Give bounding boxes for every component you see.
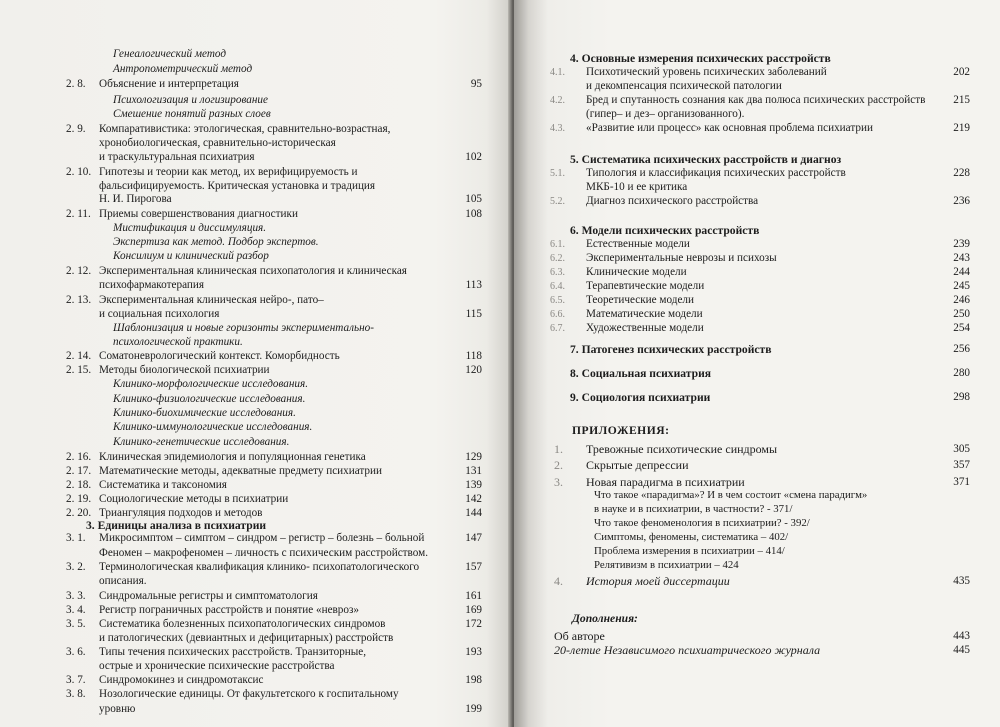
toc-entry-number: 6.3.	[550, 267, 565, 278]
toc-entry-number: 2. 12.	[66, 265, 92, 277]
toc-entry-number: 2. 14.	[66, 350, 92, 362]
toc-entry-title: хронобиологическая, сравнительно-историческая	[99, 137, 336, 149]
toc-page-number: 298	[953, 391, 970, 403]
toc-entry-title: Клиническая эпидемиология и популяционная генетика	[99, 451, 366, 463]
toc-entry-title: Экспериментальная клиническая психопатология и клиническая	[99, 265, 407, 277]
toc-page-number: 219	[953, 122, 970, 134]
toc-entry-title: Н. И. Пирогова	[99, 193, 172, 205]
toc-entry-number: 2. 13.	[66, 294, 92, 306]
toc-page-number: 169	[465, 604, 482, 616]
toc-page-number: 120	[465, 364, 482, 376]
toc-entry-number: 3. 4.	[66, 604, 86, 616]
toc-entry-title: Методы биологической психиатрии	[99, 364, 270, 376]
toc-page-number: 108	[465, 208, 482, 220]
toc-page-number: 198	[465, 674, 482, 686]
toc-entry-title: Математические методы, адекватные предмету психиатрии	[99, 465, 382, 477]
toc-page-number: 172	[465, 618, 482, 630]
toc-entry-title: и социальная психология	[99, 308, 220, 320]
toc-entry-title: Социологические методы в психиатрии	[99, 493, 289, 505]
toc-subtopic: Антропометрический метод	[113, 63, 253, 75]
toc-entry-number: 6.2.	[550, 253, 565, 264]
toc-entry-title: Терминологическая квалификация клинико- психопатологического	[99, 561, 420, 573]
addition-title: 20-летие Независимого психиатрического журнала	[554, 643, 821, 657]
toc-entry-number: 2. 11.	[66, 208, 91, 220]
toc-subtopic: Смешение понятий разных слоев	[113, 108, 271, 120]
toc-entry-title: Приемы совершенствования диагностики	[99, 208, 298, 220]
toc-entry-title: Типология и классификация психических расстройств	[586, 167, 846, 179]
toc-entry-number: 2. 10.	[66, 166, 92, 178]
toc-page-number: 102	[465, 151, 482, 163]
toc-entry-number: 6.1.	[550, 239, 565, 250]
toc-entry-title: Феномен – макрофеномен – личность с психическим расстройством.	[99, 547, 429, 559]
appendix-number: 2.	[554, 458, 563, 472]
toc-entry-number: 3. 3.	[66, 590, 86, 602]
appendix-subtopic: Что такое «парадигма»? И в чем состоит «смена парадигм»	[594, 489, 868, 501]
toc-page-number: 305	[953, 443, 970, 455]
toc-page-number: 113	[465, 279, 482, 291]
toc-page-number: 445	[953, 644, 970, 656]
appendix-title: История моей диссертации	[586, 574, 730, 588]
toc-entry-title: Систематика и таксономия	[99, 479, 227, 491]
right-page	[514, 0, 1000, 727]
section-heading: 9. Социология психиатрии	[570, 391, 711, 404]
toc-entry-number: 2. 19.	[66, 493, 92, 505]
toc-entry-title: МКБ-10 и ее критика	[586, 181, 688, 193]
toc-subtopic: Клинико-генетические исследования.	[113, 436, 290, 448]
section-heading: 3. Единицы анализа в психиатрии	[86, 519, 267, 532]
appendix-heading: ПРИЛОЖЕНИЯ:	[572, 424, 670, 437]
toc-page-number: 371	[953, 476, 970, 488]
toc-entry-number: 3. 5.	[66, 618, 86, 630]
toc-page-number: 142	[465, 493, 482, 505]
appendix-number: 4.	[554, 574, 563, 588]
toc-page-number: 139	[465, 479, 482, 491]
toc-page-number: 357	[953, 459, 970, 471]
toc-page-number: 157	[465, 561, 482, 573]
toc-page-number: 236	[953, 195, 970, 207]
toc-entry-number: 4.3.	[550, 123, 565, 134]
toc-entry-title: Соматоневрологический контекст. Коморбидность	[99, 350, 340, 362]
toc-subtopic: Клинико-физиологические исследования.	[113, 393, 306, 405]
toc-entry-title: «Развитие или процесс» как основная проблема психиатрии	[586, 122, 873, 134]
toc-entry-title: Систематика болезненных психопатологических синдромов	[99, 618, 386, 630]
toc-page-number: 131	[465, 465, 482, 477]
section-heading: 4. Основные измерения психических расстройств	[570, 52, 831, 65]
toc-entry-number: 2. 20.	[66, 507, 92, 519]
appendix-subtopic: Проблема измерения в психиатрии – 414/	[594, 545, 785, 557]
toc-entry-title: Художественные модели	[586, 322, 704, 334]
toc-page-number: 256	[953, 343, 970, 355]
toc-entry-number: 4.1.	[550, 67, 565, 78]
toc-entry-number: 2. 15.	[66, 364, 92, 376]
toc-entry-title: фальсифицируемость. Критическая установка и традиция	[99, 180, 376, 192]
toc-page-number: 254	[953, 322, 970, 334]
toc-page-number: 147	[465, 532, 482, 544]
toc-entry-number: 3. 6.	[66, 646, 86, 658]
toc-entry-title: уровню	[99, 703, 136, 715]
toc-page-number: 250	[953, 308, 970, 320]
toc-subtopic: Психологизация и логизирование	[113, 94, 268, 106]
toc-page-number: 239	[953, 238, 970, 250]
toc-page-number: 245	[953, 280, 970, 292]
toc-entry-title: Синдромокинез и синдромотаксис	[99, 674, 264, 686]
toc-entry-number: 6.5.	[550, 295, 565, 306]
toc-entry-number: 2. 8.	[66, 78, 86, 90]
toc-page-number: 129	[465, 451, 482, 463]
toc-entry-title: и патологических (девиантных и дефицитарных) расстройств	[99, 632, 394, 644]
appendix-number: 3.	[554, 475, 563, 489]
toc-entry-number: 2. 9.	[66, 123, 86, 135]
toc-entry-title: Синдромальные регистры и симптоматология	[99, 590, 318, 602]
toc-entry-title: Клинические модели	[586, 266, 687, 278]
toc-entry-number: 5.2.	[550, 196, 565, 207]
toc-subtopic: Генеалогический метод	[113, 48, 227, 60]
appendix-title: Новая парадигма в психиатрии	[586, 475, 745, 489]
toc-entry-title: Математические модели	[586, 308, 703, 320]
toc-entry-title: Объяснение и интерпретация	[99, 78, 239, 90]
toc-entry-title: Диагноз психического расстройства	[586, 195, 759, 207]
toc-entry-title: Бред и спутанность сознания как два полюса психических расстройств	[586, 94, 926, 106]
toc-entry-title: Естественные модели	[586, 238, 690, 250]
toc-page-number: 244	[953, 266, 970, 278]
toc-subtopic: Клинико-морфологические исследования.	[113, 378, 309, 390]
toc-page-number: 199	[465, 703, 482, 715]
toc-page-number: 215	[953, 94, 970, 106]
toc-page-number: 105	[465, 193, 482, 205]
appendix-subtopic: в науке и в психиатрии, в частности? - 371/	[594, 503, 793, 515]
toc-page-number: 161	[465, 590, 482, 602]
toc-entry-title: Теоретические модели	[586, 294, 695, 306]
toc-entry-title: (гипер– и дез– организованного).	[586, 108, 745, 120]
toc-entry-number: 2. 17.	[66, 465, 92, 477]
toc-entry-number: 3. 7.	[66, 674, 86, 686]
toc-entry-title: Гипотезы и теории как метод, их верифицируемость и	[99, 166, 358, 178]
toc-entry-title: описания.	[99, 575, 147, 587]
toc-page-number: 228	[953, 167, 970, 179]
toc-page-number: 435	[953, 575, 970, 587]
toc-entry-title: Экспериментальные неврозы и психозы	[586, 252, 777, 264]
toc-subtopic: Консилиум и клинический разбор	[113, 250, 269, 262]
section-heading: 7. Патогенез психических расстройств	[570, 343, 772, 356]
toc-subtopic: Клинико-иммунологические исследования.	[113, 421, 313, 433]
toc-page-number: 144	[465, 507, 482, 519]
toc-entry-title: Регистр пограничных расстройств и понятие «невроз»	[99, 604, 360, 616]
toc-entry-number: 3. 1.	[66, 532, 86, 544]
toc-entry-title: и траскультуральная психиатрия	[99, 151, 255, 163]
toc-entry-title: Нозологические единицы. От факультетского к госпитальному	[99, 688, 399, 700]
toc-page-number: 280	[953, 367, 970, 379]
appendix-subtopic: Релятивизм в психиатрии – 424	[594, 559, 739, 571]
toc-subtopic: психологической практики.	[113, 336, 243, 348]
toc-entry-title: Компаративистика: этологическая, сравнительно-возрастная,	[99, 123, 391, 135]
additions-heading: Дополнения:	[572, 612, 638, 625]
toc-entry-number: 2. 16.	[66, 451, 92, 463]
appendix-subtopic: Симптомы, феномены, систематика – 402/	[594, 531, 789, 543]
section-heading: 6. Модели психических расстройств	[570, 224, 760, 237]
toc-entry-number: 4.2.	[550, 95, 565, 106]
toc-page-number: 95	[470, 78, 482, 90]
toc-entry-number: 2. 18.	[66, 479, 92, 491]
toc-entry-title: Психотический уровень психических заболеваний	[586, 66, 827, 78]
toc-entry-number: 6.7.	[550, 323, 565, 334]
toc-entry-number: 5.1.	[550, 168, 565, 179]
toc-page-number: 246	[953, 294, 970, 306]
toc-page-number: 115	[465, 308, 482, 320]
addition-title: Об авторе	[554, 629, 605, 643]
toc-subtopic: Шаблонизация и новые горизонты экспериментально-	[113, 322, 374, 334]
toc-page-number: 443	[953, 630, 970, 642]
section-heading: 5. Систематика психических расстройств и диагноз	[570, 153, 842, 166]
toc-entry-number: 3. 8.	[66, 688, 86, 700]
toc-subtopic: Мистификация и диссимуляция.	[113, 222, 267, 234]
toc-entry-number: 6.4.	[550, 281, 565, 292]
appendix-title: Тревожные психотические синдромы	[586, 442, 778, 456]
toc-entry-title: Типы течения психических расстройств. Транзиторные,	[99, 646, 367, 658]
toc-page-number: 193	[465, 646, 482, 658]
toc-entry-title: острые и хронические психические расстройства	[99, 660, 335, 672]
appendix-number: 1.	[554, 442, 563, 456]
toc-entry-number: 3. 2.	[66, 561, 86, 573]
toc-page-number: 118	[465, 350, 482, 362]
toc-entry-title: Триангуляция подходов и методов	[99, 507, 263, 519]
toc-entry-title: и декомпенсация психической патологии	[586, 80, 782, 92]
toc-entry-number: 6.6.	[550, 309, 565, 320]
toc-entry-title: Микросимптом – симптом – синдром – регистр – болезнь – больной	[99, 532, 425, 544]
toc-page-number: 202	[953, 66, 970, 78]
toc-subtopic: Экспертиза как метод. Подбор экспертов.	[113, 236, 319, 248]
toc-page-number: 243	[953, 252, 970, 264]
toc-subtopic: Клинико-биохимические исследования.	[113, 407, 296, 419]
toc-entry-title: Терапевтические модели	[586, 280, 705, 292]
toc-entry-title: психофармакотерапия	[99, 279, 205, 291]
appendix-title: Скрытые депрессии	[586, 458, 689, 472]
section-heading: 8. Социальная психиатрия	[570, 367, 712, 380]
toc-entry-title: Экспериментальная клиническая нейро-, пато–	[99, 294, 324, 306]
appendix-subtopic: Что такое феноменология в психиатрии? - 392/	[594, 517, 810, 529]
